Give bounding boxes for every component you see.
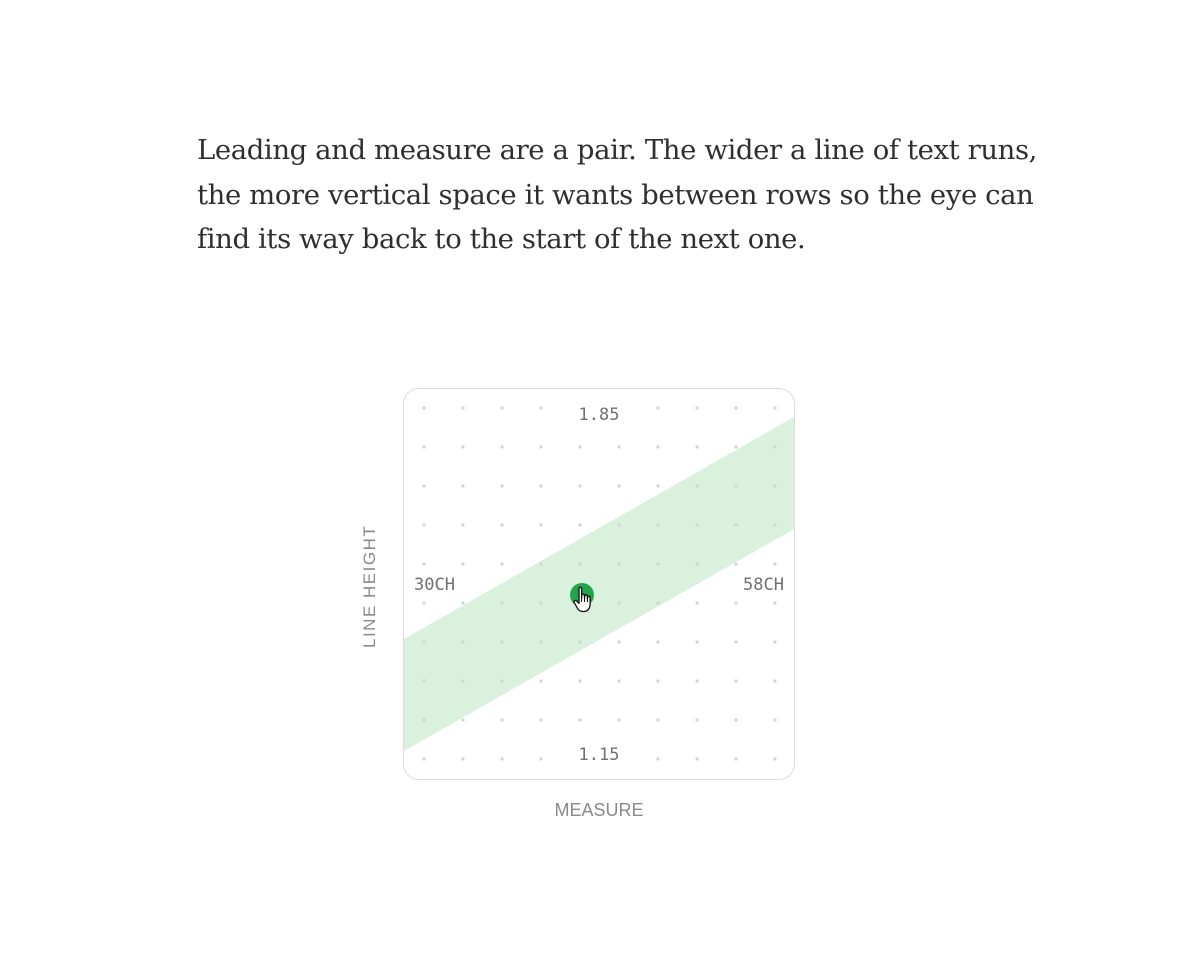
grid-dot (461, 445, 464, 448)
grid-dot (656, 640, 659, 643)
grid-dot (461, 718, 464, 721)
grid-dot (539, 640, 542, 643)
pad-handle[interactable] (570, 583, 594, 607)
grid-dot (578, 562, 581, 565)
grid-dot (539, 601, 542, 604)
grid-dot (422, 562, 425, 565)
grid-dot (773, 484, 776, 487)
measure-max-label: 58CH (743, 575, 784, 595)
grid-dot (695, 445, 698, 448)
grid-dot (773, 640, 776, 643)
grid-dot (617, 445, 620, 448)
grid-dot (734, 640, 737, 643)
grid-dot (617, 640, 620, 643)
grid-dot (461, 523, 464, 526)
grid-dot (578, 640, 581, 643)
grid-dot (461, 679, 464, 682)
grid-dot (461, 640, 464, 643)
grid-dot (500, 523, 503, 526)
grid-dot (500, 757, 503, 760)
line-height-max-label: 1.85 (578, 405, 620, 425)
grid-dot (539, 562, 542, 565)
y-axis-label: LINE HEIGHT (360, 524, 379, 648)
grid-dot (695, 679, 698, 682)
grid-dot (695, 484, 698, 487)
intro-line-3: find its way back to the start of the next one. (197, 223, 806, 255)
x-axis-label: MEASURE (554, 800, 644, 820)
grid-dot (422, 406, 425, 409)
grid-dot (422, 640, 425, 643)
grid-dot (656, 718, 659, 721)
grid-dot (539, 679, 542, 682)
grid-dot (617, 718, 620, 721)
grid-dot (539, 484, 542, 487)
grid-dot (461, 484, 464, 487)
comfort-band (404, 417, 794, 751)
grid-dot (500, 445, 503, 448)
grid-dot (695, 640, 698, 643)
grid-dot (695, 562, 698, 565)
grid-dot (773, 562, 776, 565)
grid-dot (695, 601, 698, 604)
grid-dot (695, 757, 698, 760)
grid-dot (539, 406, 542, 409)
grid-dot (617, 484, 620, 487)
grid-dot (500, 562, 503, 565)
line-height-min-label: 1.15 (578, 745, 620, 765)
grid-dot (539, 445, 542, 448)
grid-dot (422, 523, 425, 526)
grid-dot (500, 718, 503, 721)
grid-dot (695, 718, 698, 721)
grid-dot (734, 406, 737, 409)
grid-dot (656, 445, 659, 448)
grid-dot (617, 601, 620, 604)
grid-dot (734, 484, 737, 487)
grid-dot (422, 757, 425, 760)
grid-dot (656, 406, 659, 409)
grid-dot (461, 406, 464, 409)
grid-dot (773, 601, 776, 604)
grid-dot (500, 679, 503, 682)
intro-paragraph (197, 128, 1038, 262)
grid-dot (773, 523, 776, 526)
grid-dot (500, 484, 503, 487)
grid-dot (500, 406, 503, 409)
grid-dot (617, 562, 620, 565)
grid-dot (461, 757, 464, 760)
grid-dot (539, 523, 542, 526)
grid-dot (773, 406, 776, 409)
grid-dot (656, 523, 659, 526)
grid-dot (422, 679, 425, 682)
grid-dot (734, 523, 737, 526)
grid-dot (578, 484, 581, 487)
intro-line-1: Leading and measure are a pair. The wider a line of text runs, (197, 134, 1038, 166)
grid-dot (617, 523, 620, 526)
intro-line-2: the more vertical space it wants between rows so the eye can (197, 178, 1034, 211)
grid-dot (500, 640, 503, 643)
grid-dot (773, 679, 776, 682)
grid-dot (773, 718, 776, 721)
grid-dot (578, 445, 581, 448)
grid-dot (656, 601, 659, 604)
pad-field (404, 389, 794, 779)
grid-dot (695, 406, 698, 409)
grid-dot (422, 718, 425, 721)
grid-dot (578, 679, 581, 682)
grid-dot (461, 601, 464, 604)
grid-dot (734, 679, 737, 682)
grid-dot (734, 562, 737, 565)
grid-dot (422, 484, 425, 487)
grid-dot (656, 757, 659, 760)
leading-measure-widget (403, 388, 795, 780)
grid-dot (539, 718, 542, 721)
grid-dot (695, 523, 698, 526)
grid-dot (461, 562, 464, 565)
grid-dot (617, 679, 620, 682)
grid-dot (734, 601, 737, 604)
grid-dot (734, 718, 737, 721)
grid-dot (734, 445, 737, 448)
grid-dot (656, 484, 659, 487)
grid-dot (539, 757, 542, 760)
grid-dot (422, 445, 425, 448)
grid-dot (578, 718, 581, 721)
grid-dot (773, 445, 776, 448)
grid-dot (734, 757, 737, 760)
grid-dot (656, 562, 659, 565)
grid-dot (656, 679, 659, 682)
grid-dot (578, 523, 581, 526)
grid-dot (773, 757, 776, 760)
grid-dot (500, 601, 503, 604)
measure-min-label: 30CH (414, 575, 455, 595)
leading-measure-pad[interactable] (403, 388, 795, 780)
grid-dot (422, 601, 425, 604)
